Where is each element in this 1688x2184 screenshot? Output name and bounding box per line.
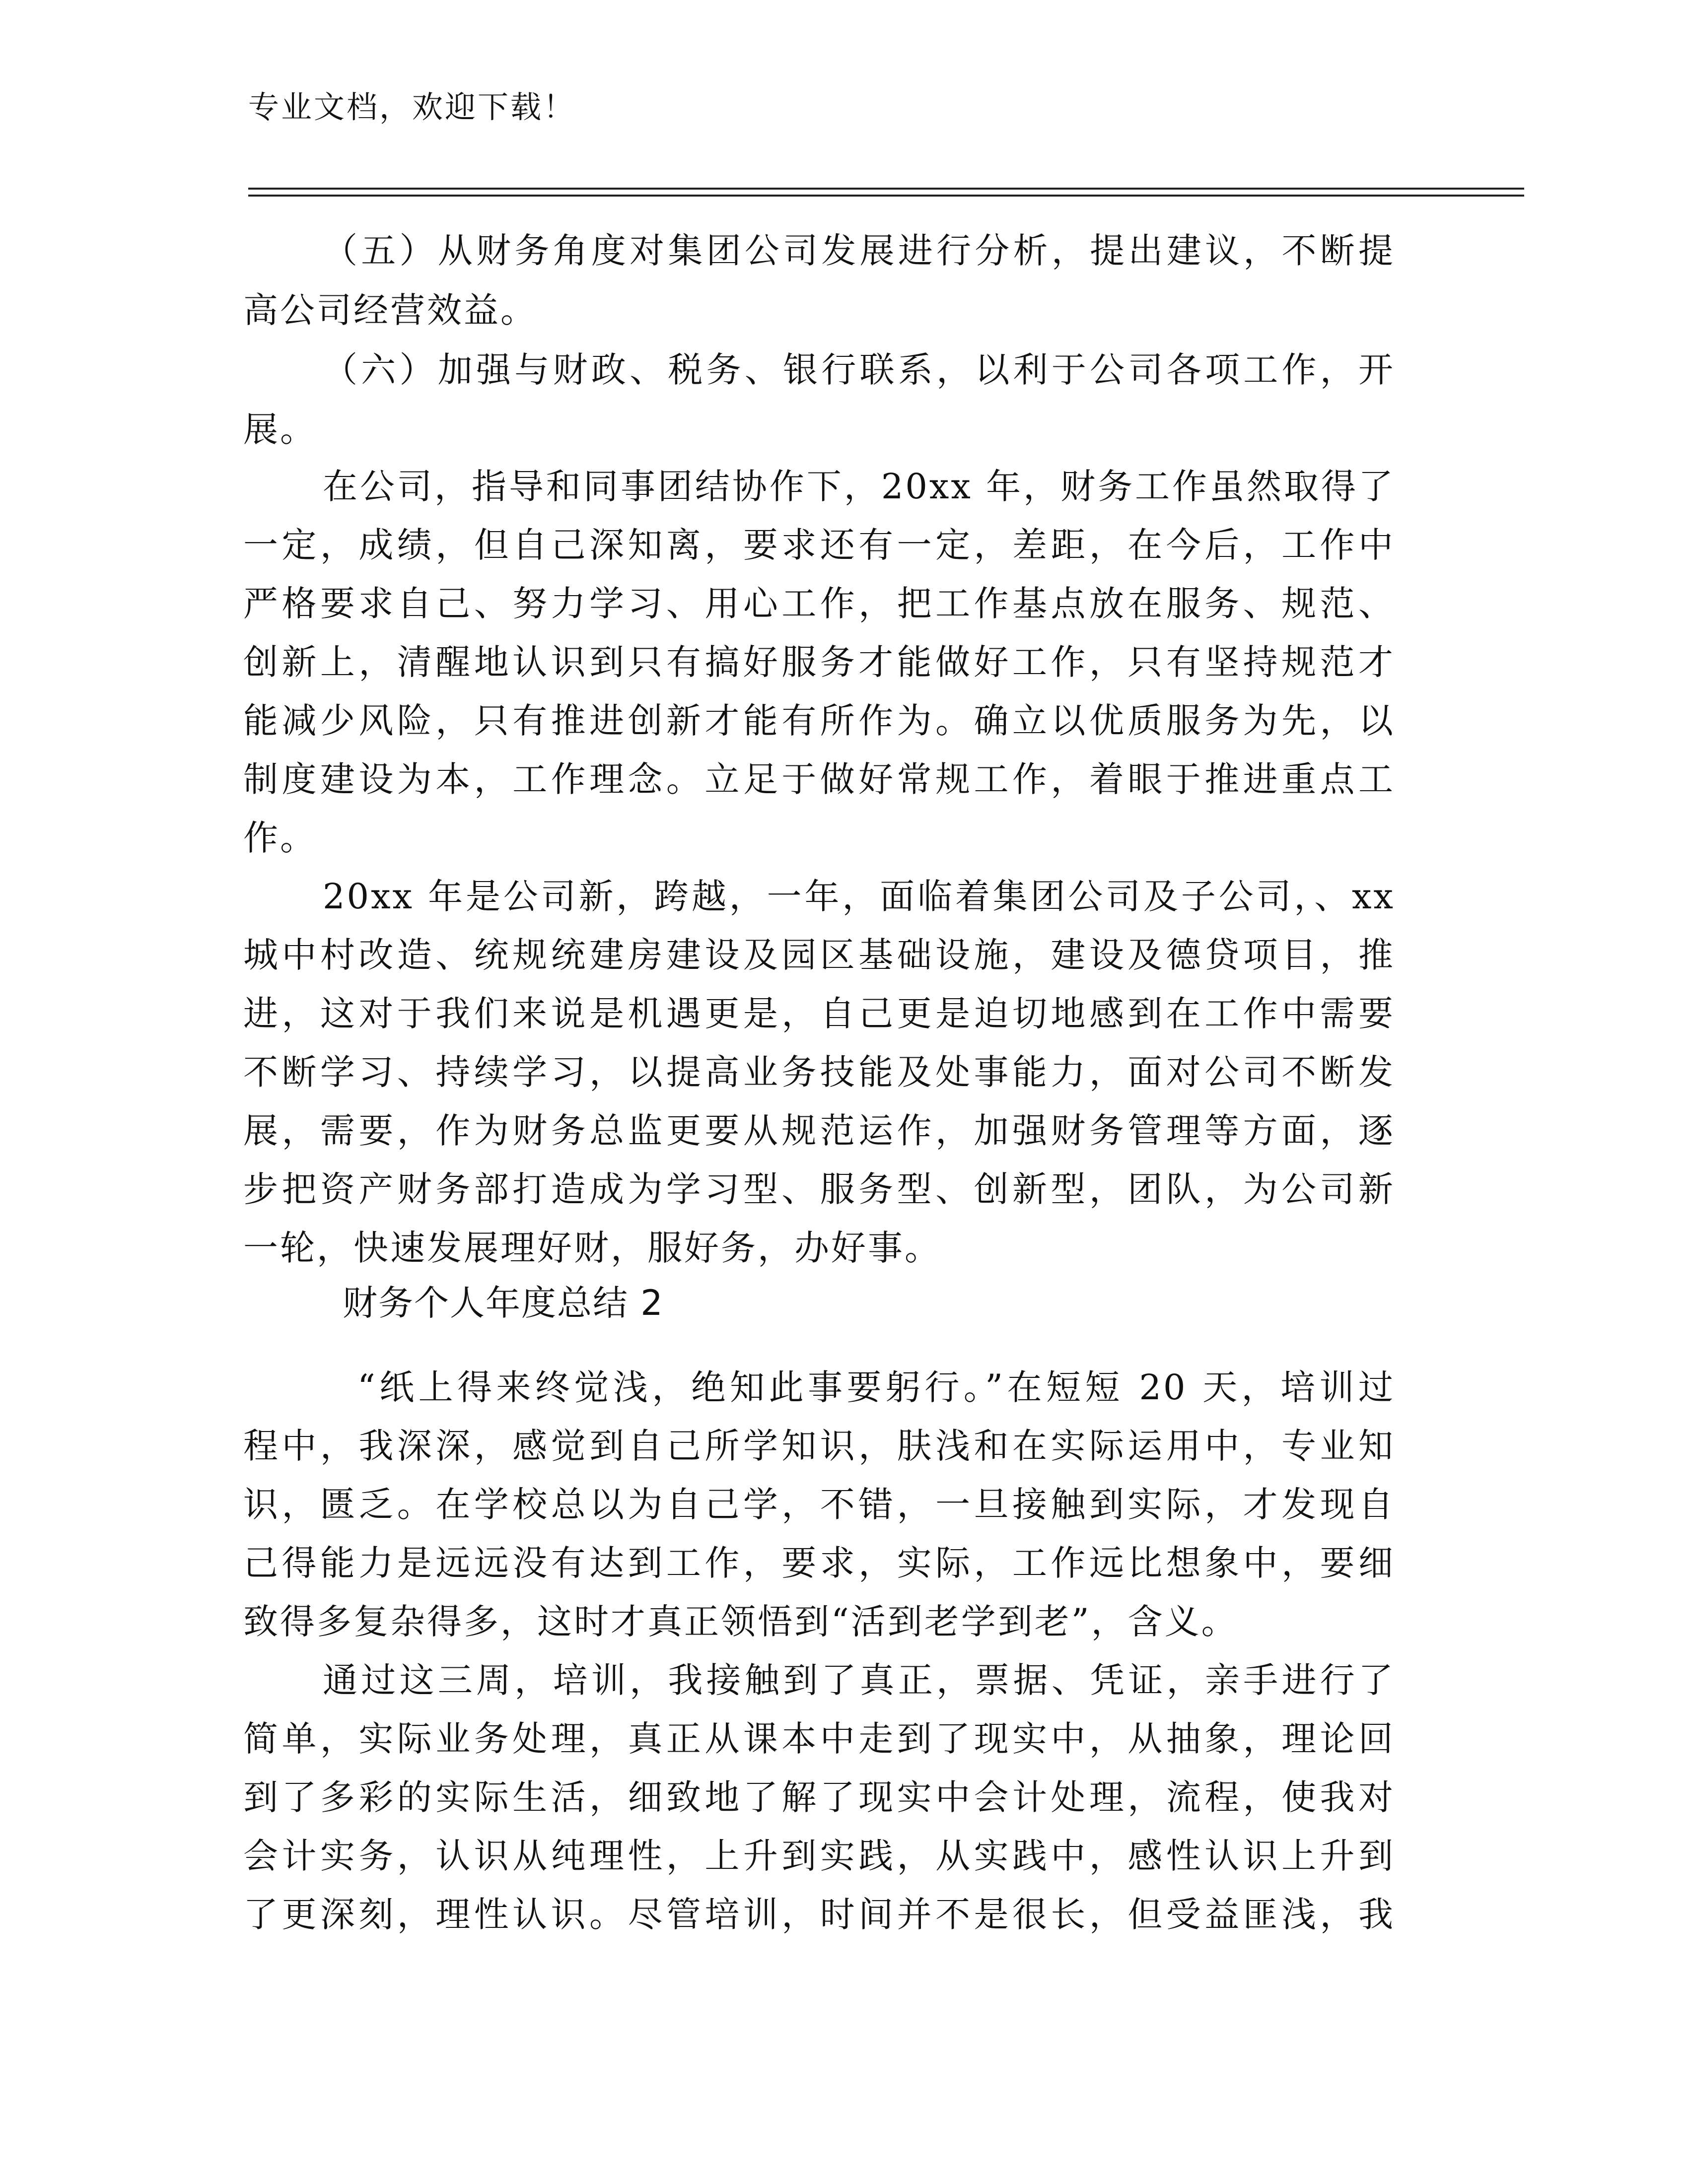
- text-line: 高公司经营效益。: [243, 290, 537, 331]
- text-line: 展，需要，作为财务总监更要从规范运作，加强财务管理等方面，逐: [243, 1110, 1395, 1151]
- text-line: 会计实务，认识从纯理性，上升到实践，从实践中，感性认识上升到: [243, 1836, 1395, 1876]
- text-line: 不断学习、持续学习，以提高业务技能及处事能力，面对公司不断发: [243, 1052, 1395, 1092]
- text-line: （五）从财务角度对集团公司发展进行分析，提出建议，不断提: [323, 230, 1395, 271]
- text-line: 作。: [243, 818, 317, 858]
- text-line: 20xx 年是公司新，跨越，一年，面临着集团公司及子公司，、xx: [323, 876, 1395, 917]
- text-line: 展。: [243, 409, 317, 450]
- text-line: 通过这三周，培训，我接触到了真正，票据、凭证，亲手进行了: [323, 1660, 1395, 1701]
- text-line: 创新上，清醒地认识到只有搞好服务才能做好工作，只有坚持规范才: [243, 642, 1395, 682]
- text-line: 一轮，快速发展理好财，服好务，办好事。: [243, 1228, 941, 1268]
- text-line: 简单，实际业务处理，真正从课本中走到了现实中，从抽象，理论回: [243, 1718, 1395, 1759]
- header-rule-bottom: [248, 195, 1524, 197]
- text-line: 城中村改造、统规统建房建设及园区基础设施，建设及德贷项目，推: [243, 935, 1395, 975]
- text-line: 在公司，指导和同事团结协作下，20xx 年，财务工作虽然取得了: [323, 466, 1395, 507]
- text-line: 致得多复杂得多，这时才真正领悟到“活到老学到老”，含义。: [243, 1601, 1238, 1642]
- text-line: 程中，我深深，感觉到自己所学知识，肤浅和在实际运用中，专业知: [243, 1426, 1395, 1466]
- text-line: 制度建设为本，工作理念。立足于做好常规工作，着眼于推进重点工: [243, 759, 1395, 800]
- text-line: “纸上得来终觉浅，绝知此事要躬行。”在短短 20 天，培训过: [357, 1367, 1395, 1408]
- section-heading: 财务个人年度总结 2: [343, 1283, 664, 1323]
- text-line: 到了多彩的实际生活，细致地了解了现实中会计处理，流程，使我对: [243, 1777, 1395, 1818]
- text-line: 能减少风险，只有推进创新才能有所作为。确立以优质服务为先，以: [243, 700, 1395, 741]
- text-line: 识，匮乏。在学校总以为自己学，不错，一旦接触到实际，才发现自: [243, 1484, 1395, 1525]
- text-line: 一定，成绩，但自己深知离，要求还有一定，差距，在今后，工作中: [243, 525, 1395, 565]
- text-line: 了更深刻，理性认识。尽管培训，时间并不是很长，但受益匪浅，我: [243, 1894, 1395, 1935]
- text-line: 己得能力是远远没有达到工作，要求，实际，工作远比想象中，要细: [243, 1543, 1395, 1583]
- header-text: 专业文档，欢迎下载！: [248, 89, 576, 125]
- header-rule-top: [248, 188, 1524, 190]
- text-line: 严格要求自己、努力学习、用心工作，把工作基点放在服务、规范、: [243, 583, 1395, 624]
- text-line: （六）加强与财政、税务、银行联系，以利于公司各项工作，开: [323, 349, 1395, 390]
- text-line: 步把资产财务部打造成为学习型、服务型、创新型，团队，为公司新: [243, 1169, 1395, 1210]
- text-line: 进，这对于我们来说是机遇更是，自己更是迫切地感到在工作中需要: [243, 993, 1395, 1034]
